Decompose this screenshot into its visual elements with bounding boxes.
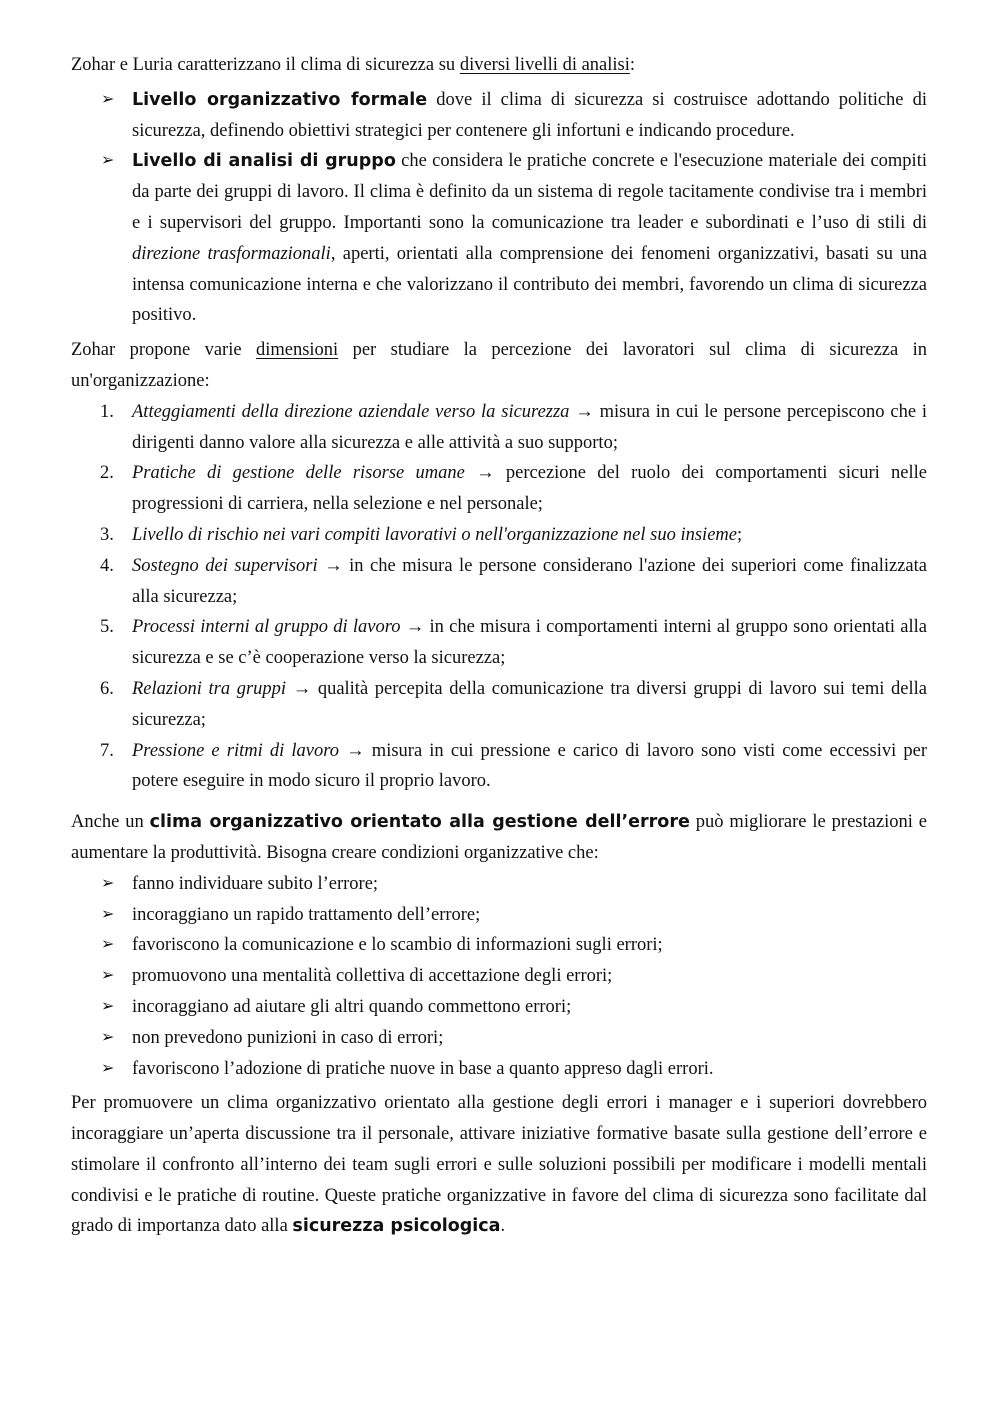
dimension-name: Sostegno dei supervisori <box>132 555 318 576</box>
condition-text: non prevedono punizioni in caso di errori; <box>132 1027 444 1048</box>
dimensions-intro-underlined: dimensioni <box>255 340 339 361</box>
level-text-italic: direzione trasformazionali <box>132 243 331 264</box>
condition-item <box>71 1023 927 1054</box>
dimension-item <box>71 674 927 736</box>
level-text: dove il clima di sicurezza si costruisce adottando politiche di sicurezza, definendo obiettivi strategici per contenere gli infortuni e indicando procedure. <box>132 89 927 141</box>
dimensions-intro-suffix: per studiare la percezione dei lavoratori sul clima di sicurezza in un'organizzazione: <box>71 340 927 391</box>
dimension-number: 1. <box>100 401 114 422</box>
condition-item <box>71 930 927 961</box>
closing-bold: sicurezza psicologica <box>292 1216 501 1237</box>
dimension-item <box>71 736 927 798</box>
dimension-name: Relazioni tra gruppi <box>132 678 287 699</box>
level-title: Livello di analisi di gruppo <box>132 151 396 172</box>
dimension-text: → percezione del ruolo dei comportamenti sicuri nelle progressioni di carriera, nella selezione e nel personale; <box>132 463 928 515</box>
levels-intro-paragraph <box>71 50 927 81</box>
arrow-bullet-icon: ➢ <box>101 967 115 985</box>
levels-intro-prefix: Zohar e Luria caratterizzano il clima di sicurezza su <box>71 55 460 75</box>
closing-paragraph <box>71 1088 927 1242</box>
condition-item <box>71 961 927 992</box>
dimension-name: Livello di rischio nei vari compiti lavorativi o nell'organizzazione nel suo insieme <box>132 524 737 545</box>
dimension-item <box>71 551 927 613</box>
dimension-text: → misura in cui le persone percepiscono che i dirigenti danno valore alla sicurezza e alle attività a suo supporto; <box>132 401 927 453</box>
level-text-a: che considera le pratiche concrete e l'esecuzione materiale dei compiti da parte dei gruppi di lavoro. Il clima è definito da un sistema di regole tacitamente condivise tra i membri e i supervisori del gruppo. Importanti sono la comunicazione tra leader e subordinati e l’uso di stili di <box>132 151 927 233</box>
dimension-item <box>71 458 927 520</box>
arrow-bullet-icon: ➢ <box>101 1059 115 1077</box>
dimension-text: → qualità percepita della comunicazione tra diversi gruppi di lavoro sui temi della sicurezza; <box>132 678 927 730</box>
dimension-number: 2. <box>100 463 114 484</box>
error-intro-prefix: Anche un <box>71 812 150 833</box>
closing-suffix: . <box>500 1216 506 1237</box>
dimension-name: Processi interni al gruppo di lavoro <box>132 617 401 638</box>
condition-item <box>71 1054 927 1085</box>
error-intro-paragraph <box>71 807 927 869</box>
condition-text: favoriscono la comunicazione e lo scambio di informazioni sugli errori; <box>132 935 663 956</box>
error-intro-bold: clima organizzativo orientato alla gestione dell’errore <box>149 812 690 833</box>
arrow-bullet-icon: ➢ <box>101 936 115 954</box>
condition-item <box>71 900 927 931</box>
levels-intro-underlined: diversi livelli di analisi <box>459 55 630 75</box>
arrow-bullet-icon: ➢ <box>101 152 115 170</box>
dimension-text: → in che misura i comportamenti interni al gruppo sono orientati alla sicurezza e se c’è cooperazione verso la sicurezza; <box>132 617 927 669</box>
dimension-number: 6. <box>100 678 114 699</box>
levels-intro-suffix: : <box>629 55 636 75</box>
level-item-formal <box>71 85 927 147</box>
arrow-bullet-icon: ➢ <box>101 90 115 108</box>
dimension-text: → misura in cui pressione e carico di lavoro sono visti come eccessivi per potere eseguire in modo sicuro il proprio lavoro. <box>132 740 927 792</box>
dimension-number: 3. <box>100 524 114 545</box>
closing-text: Per promuovere un clima organizzativo orientato alla gestione degli errori i manager e i superiori dovrebbero incoraggiare un’aperta discussione tra il personale, attivare iniziative formative basate sulla gestione dell’errore e stimolare il confronto all’interno dei team sugli errori e sulle soluzioni possibili per modificare i modelli mentali condivisi e le pratiche di routine. Queste pratiche organizzative in favore del clima di sicurezza sono facilitate dal grado di importanza dato alla <box>71 1093 927 1237</box>
level-title: Livello organizzativo formale <box>132 89 428 110</box>
condition-text: incoraggiano un rapido trattamento dell’errore; <box>132 904 481 925</box>
condition-text: incoraggiano ad aiutare gli altri quando commettono errori; <box>132 996 572 1017</box>
arrow-bullet-icon: ➢ <box>101 997 115 1015</box>
dimension-name: Pressione e ritmi di lavoro <box>132 740 340 761</box>
dimension-name: Atteggiamenti della direzione aziendale verso la sicurezza <box>132 401 570 422</box>
levels-list <box>71 85 927 331</box>
dimension-item <box>71 397 927 459</box>
condition-item <box>71 992 927 1023</box>
arrow-bullet-icon: ➢ <box>101 874 115 892</box>
conditions-list <box>71 869 927 1085</box>
arrow-bullet-icon: ➢ <box>101 905 115 923</box>
dimension-number: 5. <box>100 617 114 638</box>
level-text-b: , aperti, orientati alla comprensione dei fenomeni organizzativi, basati su una intensa comunicazione interna e che valorizzano il contributo dei membri, favorendo un clima di sicurezza positivo. <box>132 243 927 326</box>
document-page <box>71 50 927 1242</box>
level-item-group <box>71 146 927 331</box>
condition-item <box>71 869 927 900</box>
dimension-number: 7. <box>100 740 114 761</box>
error-intro-suffix: può migliorare le prestazioni e aumentare la produttività. Bisogna creare condizioni organizzative che: <box>71 812 927 863</box>
dimension-name: Pratiche di gestione delle risorse umane <box>132 463 465 484</box>
dimensions-intro-prefix: Zohar propone varie <box>71 340 256 361</box>
dimension-number: 4. <box>100 555 114 576</box>
condition-text: favoriscono l’adozione di pratiche nuove in base a quanto appreso dagli errori. <box>132 1058 714 1079</box>
arrow-bullet-icon: ➢ <box>101 1028 115 1046</box>
condition-text: promuovono una mentalità collettiva di accettazione degli errori; <box>132 966 613 987</box>
dimension-item <box>71 612 927 674</box>
dimension-text: ; <box>736 524 743 545</box>
dimensions-intro-paragraph <box>71 335 927 397</box>
dimension-item <box>71 520 927 551</box>
dimensions-list <box>71 397 927 797</box>
dimension-text: → in che misura le persone considerano l'azione dei superiori come finalizzata alla sicurezza; <box>132 555 927 607</box>
condition-text: fanno individuare subito l’errore; <box>132 873 379 894</box>
